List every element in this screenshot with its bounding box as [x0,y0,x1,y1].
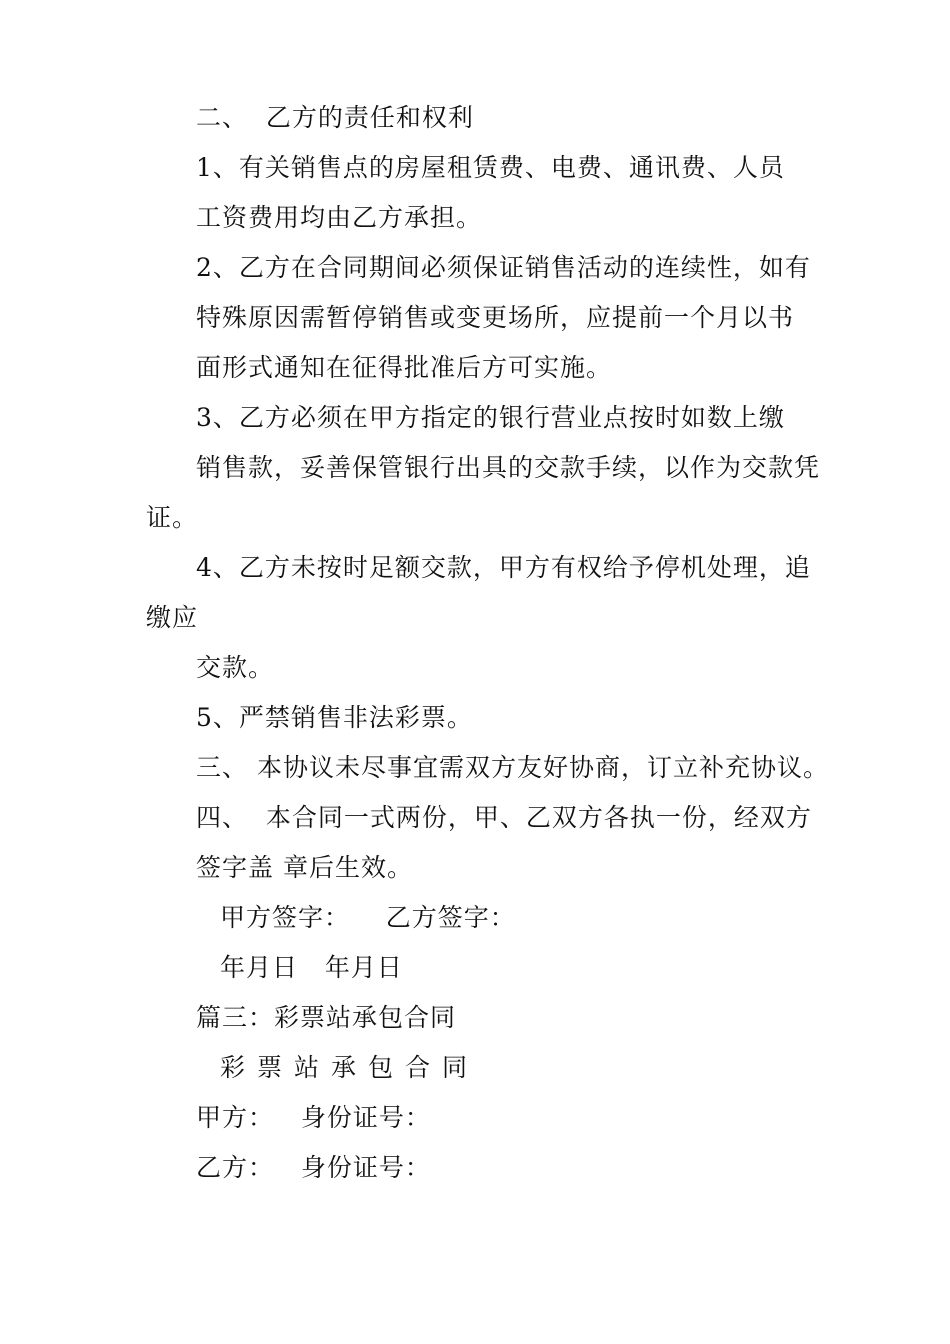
party-b-line: 乙方： 身份证号： [196,1153,431,1182]
section-heading-3: 三、 本协议未尽事宜需双方友好协商，订立补充协议。 [196,753,829,782]
party-a-line: 甲方： 身份证号： [196,1103,431,1132]
paragraph-line: 1、有关销售点的房屋租赁费、电费、通讯费、人员 [196,153,785,182]
paragraph-line: 3、乙方必须在甲方指定的银行营业点按时如数上缴 [196,403,785,432]
paragraph-line: 证。 [146,503,199,532]
paragraph-line: 交款。 [196,653,275,682]
paragraph-line: 4、乙方未按时足额交款，甲方有权给予停机处理，追 [196,553,811,582]
date-line: 年月日 年月日 [220,953,403,982]
contract-title: 彩票站承包合同 [220,1053,480,1082]
paragraph-line: 特殊原因需暂停销售或变更场所，应提前一个月以书 [196,303,795,332]
paragraph-line: 2、乙方在合同期间必须保证销售活动的连续性，如有 [196,253,811,282]
paragraph-line: 签字盖 章后生效。 [196,853,413,882]
section-heading-4: 四、 本合同一式两份，甲、乙双方各执一份，经双方 [196,803,812,832]
signature-line: 甲方签字： 乙方签字： [220,903,516,932]
paragraph-line: 缴应 [146,603,199,632]
paragraph-line: 5、严禁销售非法彩票。 [196,703,473,732]
paragraph-line: 销售款，妥善保管银行出具的交款手续，以作为交款凭 [196,453,821,482]
chapter-heading: 篇三：彩票站承包合同 [196,1003,457,1032]
section-heading-2: 二、 乙方的责任和权利 [196,103,474,132]
paragraph-line: 面形式通知在征得批准后方可实施。 [196,353,613,382]
paragraph-line: 工资费用均由乙方承担。 [196,203,483,232]
